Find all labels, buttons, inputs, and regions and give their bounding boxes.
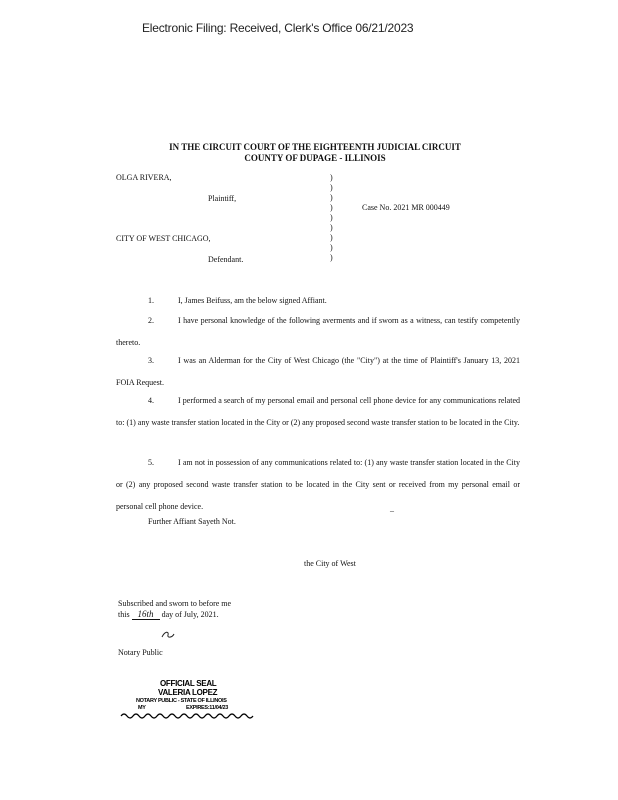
- seal-title: OFFICIAL SEAL: [160, 679, 217, 688]
- caption-bracket: ) ) ) ) ) ) ) ) ): [330, 173, 333, 262]
- jurat-line1: Subscribed and sworn to before me: [118, 599, 232, 608]
- notary-signature-mark: [160, 630, 176, 640]
- court-title: IN THE CIRCUIT COURT OF THE EIGHTEENTH JUDICIAL CIRCUIT: [169, 142, 461, 152]
- seal-expiry-left: MY: [138, 705, 146, 711]
- defendant-name: CITY OF WEST CHICAGO,: [116, 234, 211, 243]
- case-number: Case No. 2021 MR 000449: [362, 203, 450, 212]
- paragraph-5: 5. I am not in possession of any communications related to: (1) any waste transfer station located in the City or (2) any proposed second waste transfer station to be located in the City sent or received from my personal email or personal cell phone device.: [116, 458, 520, 511]
- paragraph-4: 4. I performed a search of my personal email and personal cell phone device for any communications related to: (1) any waste transfer station located in the City or (2) any proposed second waste transfer station to be located in the City.: [116, 396, 520, 427]
- seal-wavy-border: [120, 711, 254, 721]
- seal-state-line: NOTARY PUBLIC - STATE OF ILLINOIS: [136, 698, 227, 704]
- jurat-line2: this 16th day of July, 2021.: [118, 609, 219, 619]
- closing-statement: Further Affiant Sayeth Not.: [148, 517, 236, 526]
- paragraph-2: 2. I have personal knowledge of the following averments and if sworn as a witness, can testify competently thereto.: [116, 316, 520, 347]
- paragraph-1: 1. I, James Beifuss, am the below signed Affiant.: [148, 296, 327, 305]
- filing-stamp: Electronic Filing: Received, Clerk's Office 06/21/2023: [142, 21, 414, 35]
- signature-block: the City of West: [304, 559, 356, 568]
- seal-expiry-date: EXPIRES:11/04/23: [186, 705, 228, 711]
- pen-mark: –: [390, 506, 394, 515]
- jurat-day-handwritten: 16th: [132, 609, 160, 620]
- plaintiff-label: Plaintiff,: [208, 194, 237, 203]
- plaintiff-name: OLGA RIVERA,: [116, 173, 172, 182]
- court-county: COUNTY OF DUPAGE - ILLINOIS: [244, 153, 386, 163]
- defendant-label: Defendant.: [208, 255, 244, 264]
- notary-public-label: Notary Public: [118, 648, 163, 657]
- seal-name: VALERIA LOPEZ: [158, 688, 218, 697]
- paragraph-3: 3. I was an Alderman for the City of West Chicago (the "City") at the time of Plaintiff's January 13, 2021 FOIA Request.: [116, 356, 520, 387]
